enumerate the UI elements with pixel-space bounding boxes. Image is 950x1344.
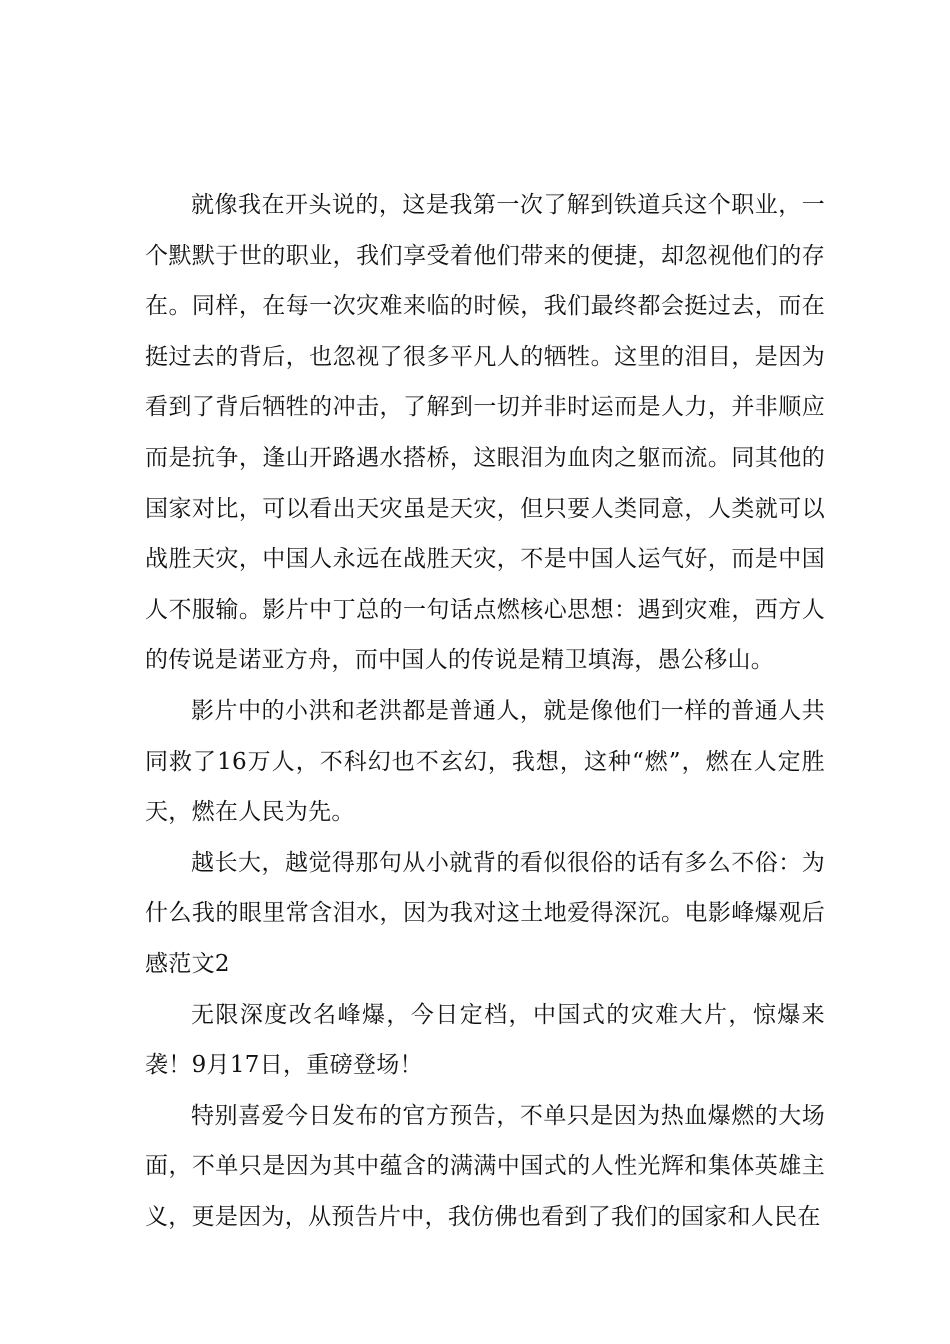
paragraph-5: 特别喜爱今日发布的官方预告，不单只是因为热血爆燃的大场面，不单只是因为其中蕴含的满满中国式的人性光辉和集体英雄主义，更是因为，从预告片中，我仿佛也看到了我们的国家和人民在: [145, 1102, 825, 1230]
document-body: [145, 180, 825, 1242]
paragraph-4: 无限深度改名峰爆，今日定档，中国式的灾难大片，惊爆来袭！9月17日，重磅登场！: [145, 1001, 825, 1079]
paragraph-3: 越长大，越觉得那句从小就背的看似很俗的话有多么不俗：为什么我的眼里常含泪水，因为我对这土地爱得深沉。电影峰爆观后感范文2: [145, 849, 825, 977]
paragraph-1: 就像我在开头说的，这是我第一次了解到铁道兵这个职业，一个默默于世的职业，我们享受着他们带来的便捷，却忽视他们的存在。同样，在每一次灾难来临的时候，我们最终都会挺过去，而在挺过去的背后，也忽视了很多平凡人的牺牲。这里的泪目，是因为看到了背后牺牲的冲击，了解到一切并非时运而是人力，并非顺应而是抗争，逢山开路遇水搭桥，这眼泪为血肉之躯而流。同其他的国家对比，可以看出天灾虽是天灾，但只要人类同意，人类就可以战胜天灾，中国人永远在战胜天灾，不是中国人运气好，而是中国人不服输。影片中丁总的一句话点燃核心思想：遇到灾难，西方人的传说是诺亚方舟，而中国人的传说是精卫填海，愚公移山。: [145, 192, 825, 674]
paragraph-2: 影片中的小洪和老洪都是普通人，就是像他们一样的普通人共同救了16万人，不科幻也不玄幻，我想，这种“燃”，燃在人定胜天，燃在人民为先。: [145, 697, 825, 826]
